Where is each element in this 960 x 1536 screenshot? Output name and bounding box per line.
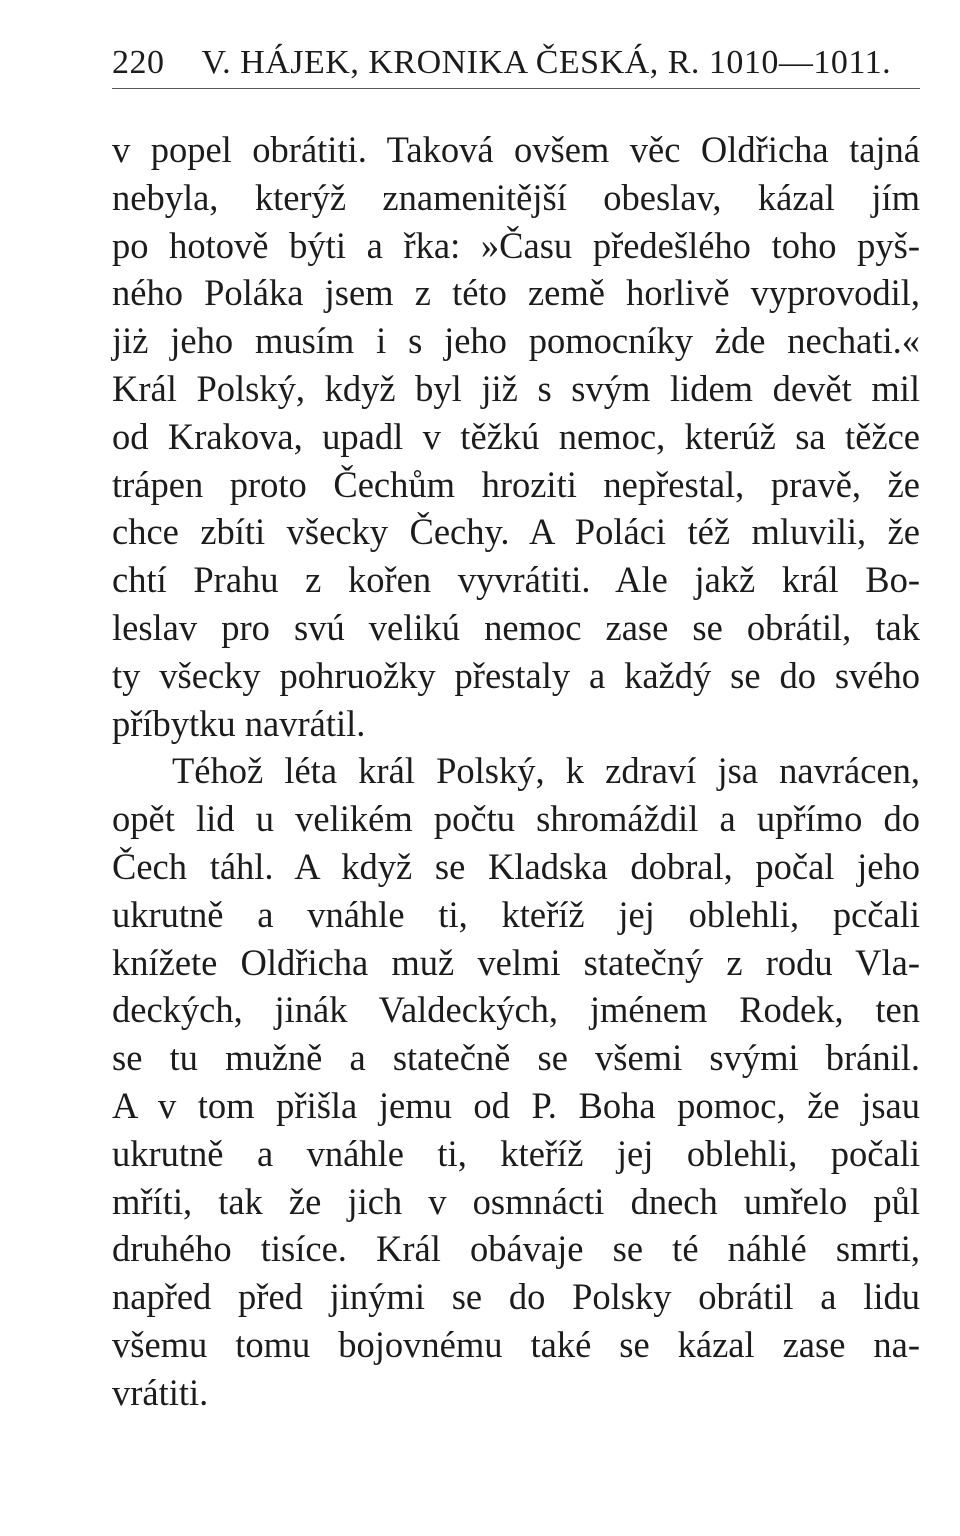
text-line: trápen proto Čechům hroziti nepřestal, pravě, že	[112, 463, 920, 505]
header-rule	[112, 88, 920, 89]
text-line: A v tom přišla jemu od P. Boha pomoc, že jsau	[112, 1084, 920, 1126]
text-line: ukrutně a vnáhle ti, kteříž jej oblehli, pcčali	[112, 893, 920, 935]
paragraph-2	[112, 747, 920, 1416]
text-line: nebyla, kterýž znamenitější obeslav, kázal jím	[112, 176, 920, 218]
text-line: příbytku navrátil.	[112, 702, 366, 744]
text-line: ného Poláka jsem z této země horlivě vyprovodil,	[112, 272, 920, 314]
text-line: knížete Oldřicha muž velmi statečný z rodu Vla-	[112, 941, 920, 983]
text-line: leslav pro svú velikú nemoc zase se obrátil, tak	[112, 606, 920, 648]
text-line: napřed před jinými se do Polsky obrátil a lidu	[112, 1276, 920, 1318]
text-line: se tu mužně a statečně se všemi svými bránil.	[112, 1037, 920, 1079]
text-line: Téhož léta král Polský, k zdraví jsa navrácen,	[172, 750, 920, 792]
text-line: chtí Prahu z kořen vyvrátiti. Ale jakž král Bo-	[112, 559, 920, 601]
running-head	[112, 38, 920, 88]
text-line: opět lid u velikém počtu shromáždil a upřímo do	[112, 798, 920, 840]
text-line: Král Polský, když byl již s svým lidem devět mil	[112, 367, 920, 409]
text-line: mříti, tak že jich v osmnácti dnech umřelo půl	[112, 1180, 920, 1222]
page-number: 220	[112, 44, 165, 81]
text-line: chce zbíti všecky Čechy. A Poláci též mluvili, že	[112, 511, 920, 553]
text-line: vrátiti.	[112, 1371, 209, 1413]
text-line: ty všecky pohruožky přestaly a každý se do svého	[112, 654, 920, 696]
body-text	[112, 126, 920, 1417]
text-line: v popel obrátiti. Taková ovšem věc Oldřicha tajná	[112, 129, 920, 170]
text-line: od Krakova, upadl v těžkú nemoc, kterúž sa těžce	[112, 415, 920, 457]
paragraph-1	[112, 126, 920, 747]
text-line: druhého tisíce. Král obávaje se té náhlé smrti,	[112, 1228, 920, 1270]
text-line: po hotově býti a řka: »Času předešlého toho pyš-	[112, 224, 920, 266]
text-line: jiż jeho musím i s jeho pomocníky żde nechati.«	[112, 320, 920, 362]
text-line: ukrutně a vnáhle ti, kteříž jej oblehli, počali	[112, 1132, 920, 1174]
text-line: Čech táhl. A když se Kladska dobral, počal jeho	[112, 845, 920, 887]
text-line: deckých, jinák Valdeckých, jménem Rodek, ten	[112, 989, 920, 1031]
running-head-title: V. HÁJEK, KRONIKA ČESKÁ, R. 1010—1011.	[201, 44, 892, 81]
text-line: všemu tomu bojovnému také se kázal zase na-	[112, 1323, 920, 1365]
